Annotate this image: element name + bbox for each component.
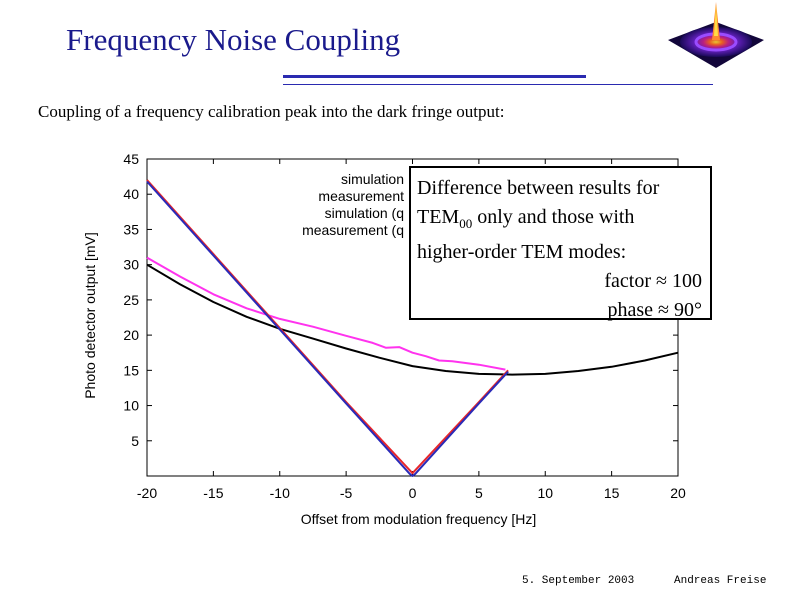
legend-entry: measurement (q [302, 222, 404, 238]
note-line-2-suffix: only and those with [472, 206, 635, 228]
note-line-2-prefix: TEM [417, 206, 460, 228]
y-tick-label: 40 [123, 186, 139, 203]
legend-entry: measurement [318, 188, 404, 204]
x-tick-label: 10 [537, 485, 554, 501]
x-tick-label: 0 [408, 485, 417, 501]
note-line-factor: factor ≈ 100 [604, 270, 702, 292]
y-tick-label: 45 [123, 151, 139, 167]
note-line-1: Difference between results for [417, 177, 660, 199]
note-line-2 [417, 203, 710, 238]
x-tick-label: -5 [339, 485, 353, 501]
x-tick-label: -10 [269, 485, 290, 501]
note-line-3: higher-order TEM modes: [417, 241, 627, 263]
y-tick-label: 30 [123, 256, 139, 273]
y-tick-label: 10 [123, 397, 139, 414]
y-axis-label: Photo detector output [mV] [82, 232, 98, 399]
y-tick-label: 15 [123, 362, 139, 379]
x-tick-label: 5 [474, 485, 483, 501]
y-tick-label: 35 [123, 221, 139, 238]
note-line-2-subscript: 00 [459, 216, 473, 231]
legend-entry: simulation [340, 171, 404, 187]
slide-subtitle: Coupling of a frequency calibration peak into the dark fringe output: [38, 102, 505, 121]
footer-date: 5. September 2003 [522, 575, 635, 587]
footer-author: Andreas Freise [674, 575, 767, 587]
y-tick-label: 20 [123, 327, 139, 344]
y-tick-label: 25 [123, 291, 139, 308]
note-line-phase: phase ≈ 90° [607, 299, 702, 321]
note-box [409, 166, 712, 320]
y-tick-label: 5 [131, 432, 139, 449]
x-tick-label: -20 [136, 485, 158, 501]
slide-title: Frequency Noise Coupling [66, 22, 401, 57]
x-tick-label: 20 [670, 485, 686, 501]
legend-entry: simulation (q [324, 205, 404, 221]
x-tick-label: -15 [203, 485, 224, 501]
x-tick-label: 15 [603, 485, 620, 501]
x-axis-label: Offset from modulation frequency [Hz] [300, 511, 537, 527]
